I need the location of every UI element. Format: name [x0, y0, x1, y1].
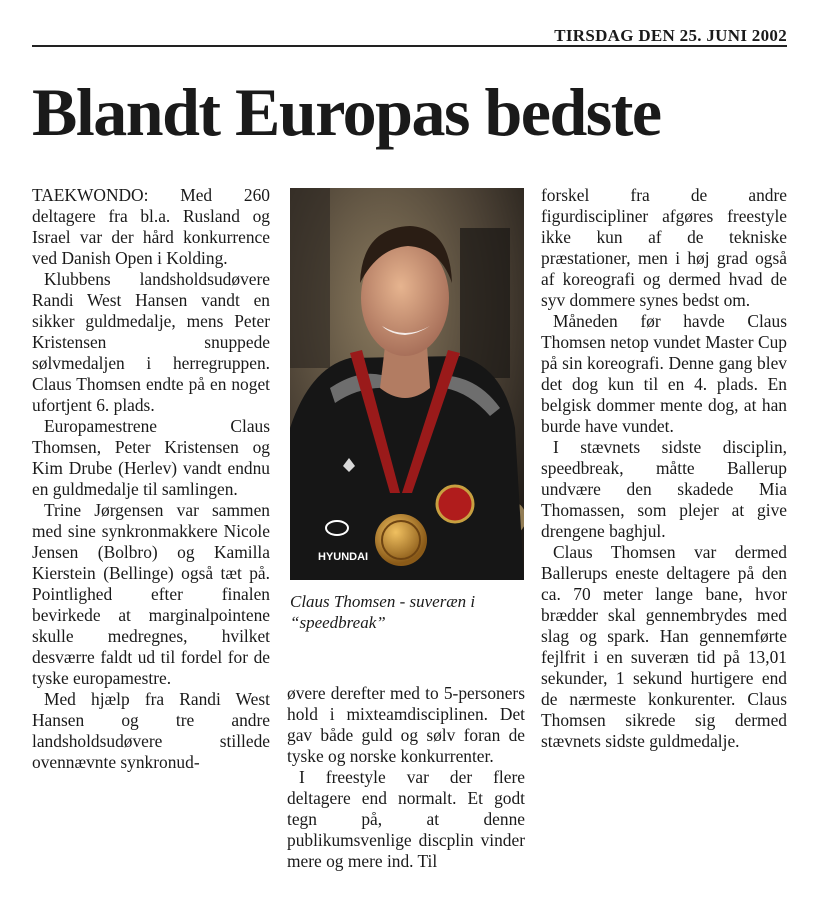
athlete-photo-illustration: [290, 188, 524, 580]
dateline: TIRSDAG DEN 25. JUNI 2002: [554, 26, 787, 45]
header-rule: [32, 45, 787, 47]
paragraph: forskel fra de andre figurdiscipliner afgøres freestyle ikke kun af de tekniske præstationer, men i høj grad også af koreografi og dermed hvad de syv dommere synes bedst om.: [541, 185, 787, 310]
paragraph: Måneden før havde Claus Thomsen netop vundet Master Cup på sin koreografi. Denne gang blev det dog kun til en 4. plads. En belgisk dommer mente dog, at han burde have vundet.: [541, 311, 787, 436]
headline: Blandt Europas bedste: [32, 74, 661, 150]
paragraph: I freestyle var der flere deltagere end normalt. Et godt tegn på, at denne publikumsvenlige discplin vinder mere og mere ind. Til: [287, 767, 525, 871]
jacket-sponsor-text: HYUNDAI: [318, 551, 369, 563]
paragraph: øvere derefter med to 5-personers hold i mixteamdisciplinen. Det gav både guld og sølv foran de tyske og norske konkurrenter.: [287, 683, 525, 766]
athlete-photo: [290, 188, 524, 580]
paragraph: Europamestrene Claus Thomsen, Peter Kristensen og Kim Drube (Herlev) vandt endnu en guldmedalje til samlingen.: [32, 416, 270, 499]
paragraph: Trine Jørgensen var sammen med sine synkronmakkere Nicole Jensen (Bolbro) og Kamilla Kierstein (Bellinge) også tæt på. Pointlighed efter finalen bevirkede at marginalpointene skulle medregnes, hvilket desværre faldt ud til fordel for de tyske europamestre.: [32, 500, 270, 688]
paragraph: Claus Thomsen var dermed Ballerups eneste deltagere på den ca. 70 meter lange bane, hvor brædder skal gennembrydes med slag og spark. Han gennemførte fejlfrit i en suveræn tid på 13,01 sekunder, 1 sekund hurtigere end de nærmeste konkurenter. Claus Thomsen sikrede sig dermed stævnets sidste guldmedalje.: [541, 542, 787, 751]
paragraph: TAEKWONDO: Med 260 deltagere fra bl.a. Rusland og Israel var der hård konkurrence ved Danish Open i Kolding.: [32, 185, 270, 268]
photo-caption: Claus Thomsen - suveræn i “speedbreak”: [290, 592, 476, 632]
paragraph: Med hjælp fra Randi West Hansen og tre andre landsholdsudøvere stillede ovennævnte synkronud-: [32, 689, 270, 772]
article-column-1: [32, 185, 270, 773]
article-column-2: [287, 683, 525, 872]
article-column-3: [541, 185, 787, 752]
paragraph: I stævnets sidste disciplin, speedbreak, måtte Ballerup undvære den skadede Mia Thomassen, som plejer at give drengene baghjul.: [541, 437, 787, 541]
paragraph: Klubbens landsholdsudøvere Randi West Hansen vandt en sikker guldmedalje, mens Peter Kristensen snuppede sølvmedaljen i herregruppen. Claus Thomsen endte på en noget ufortjent 6. plads.: [32, 269, 270, 415]
